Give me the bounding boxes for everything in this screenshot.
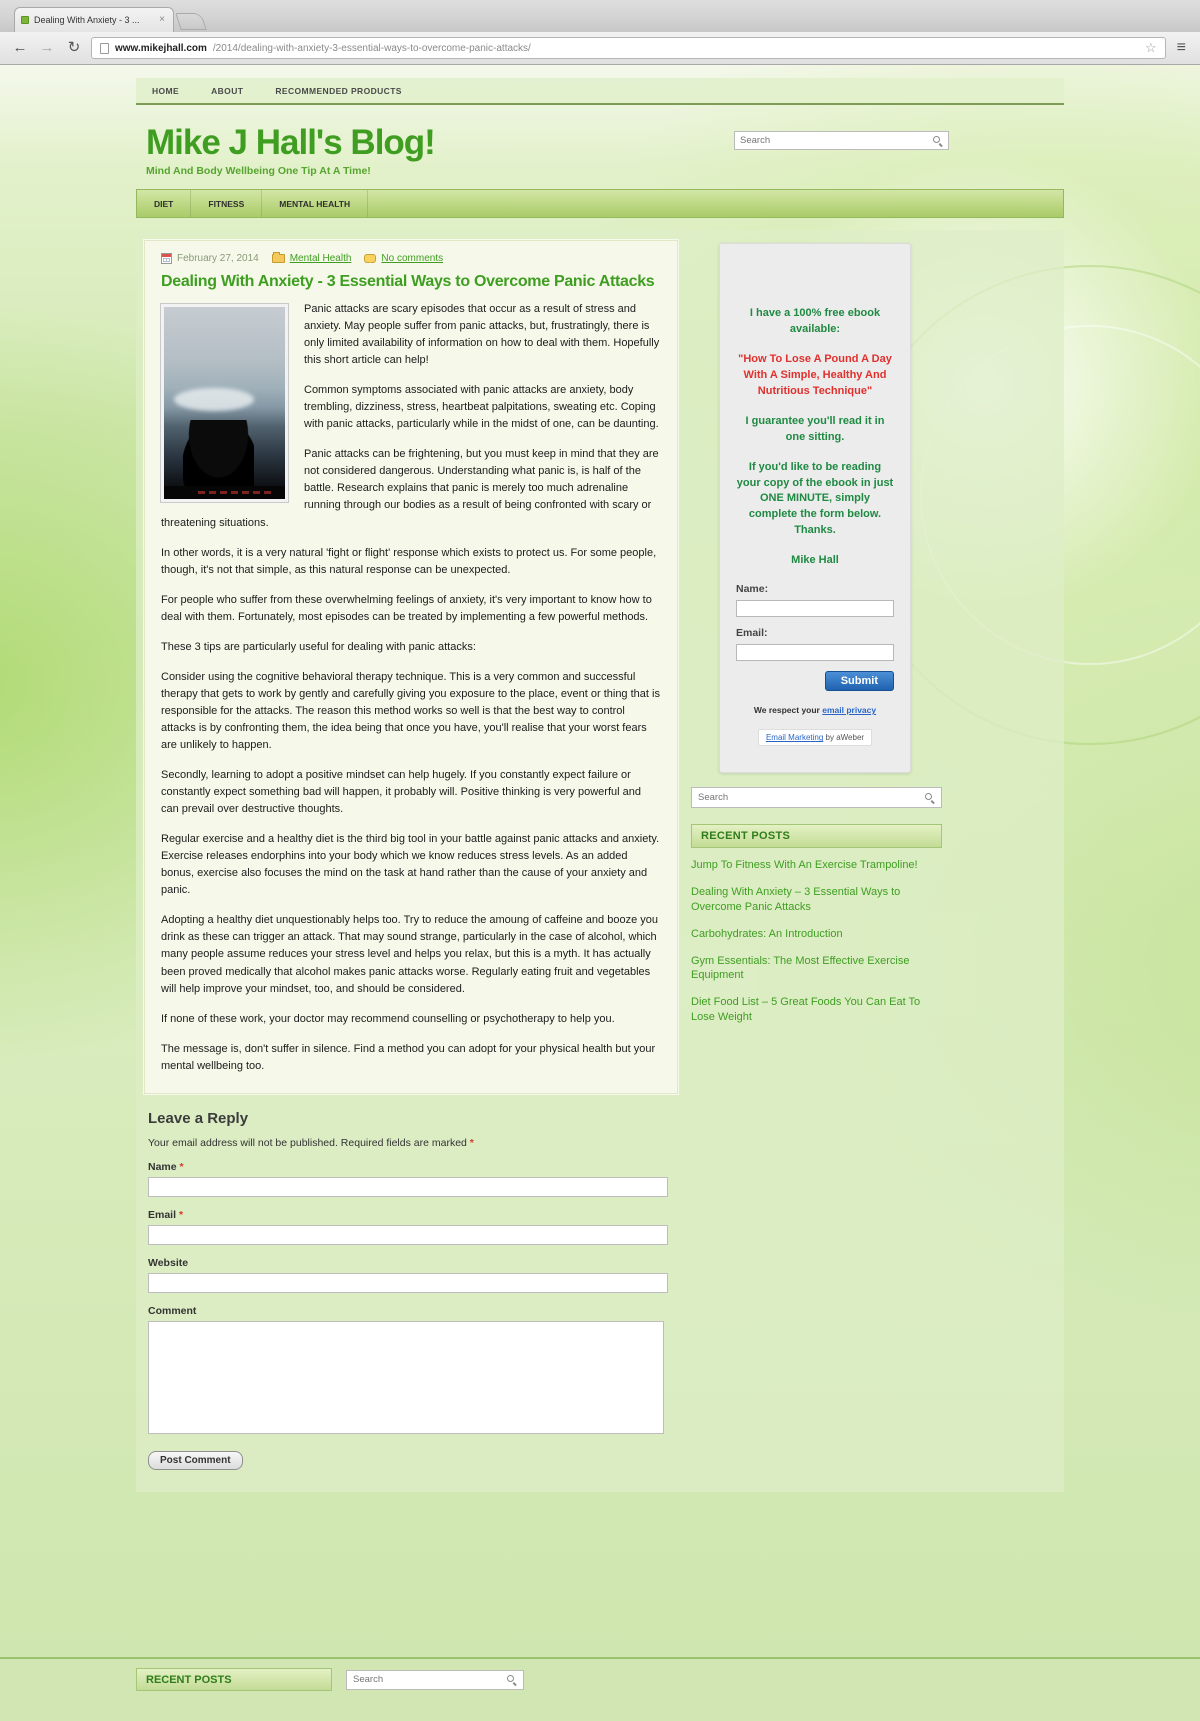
forward-icon[interactable]: → xyxy=(39,39,55,56)
post-date: February 27, 2014 xyxy=(177,253,259,264)
post-paragraph: In other words, it is a very natural 'fight or flight' response which exists to protect us. For some people, though, it's not that simple, as this natural response can be unexpected. xyxy=(161,546,657,576)
tab-favicon xyxy=(21,16,29,24)
required-mark: * xyxy=(469,1136,474,1149)
tab-close-icon[interactable]: × xyxy=(159,14,165,25)
url-host: www.mikejhall.com xyxy=(115,42,207,54)
post-paragraph: Adopting a healthy diet unquestionably helps too. Try to reduce the amoung of caffeine and booze you drink as these can trigger an attack. That may sound strange, particularly in the case of alcohol, which many people assume reduces your stress level and helps you relax, but this is a myth. It has actually been proved medically that alcohol makes panic attacks worse. Regularly eating fruit and vegetables will help improve your mindset, too, and should be considered. xyxy=(161,914,658,995)
recent-post-link[interactable]: Jump To Fitness With An Exercise Trampoline! xyxy=(691,859,918,872)
site-tagline: Mind And Body Wellbeing One Tip At A Time! xyxy=(146,165,371,177)
tab-title: Dealing With Anxiety - 3 ... xyxy=(34,15,140,25)
reply-name-input[interactable] xyxy=(148,1177,668,1197)
post-article xyxy=(144,240,678,1094)
post-paragraph: Consider using the cognitive behavioral therapy technique. This is a very common and successful therapy that gets to work by gently and carefully giving you exposure to the place, event or thing that is responsible for the attacks. The reason this method works so well is that the best way to control attacks is by confronting them, the idea being that once you have, you'll realise that your worst fears are unlikely to happen. xyxy=(161,670,660,751)
footer xyxy=(0,1657,1200,1721)
post-body xyxy=(161,301,661,1075)
email-privacy-link[interactable]: email privacy xyxy=(822,705,877,716)
reply-website-input[interactable] xyxy=(148,1273,668,1293)
recent-posts-heading: RECENT POSTS xyxy=(691,824,942,848)
topnav-item[interactable]: HOME xyxy=(152,85,180,96)
search-icon[interactable] xyxy=(932,135,943,146)
menu-icon[interactable]: ≡ xyxy=(1176,39,1186,56)
post-paragraph: These 3 tips are particularly useful for dealing with panic attacks: xyxy=(161,640,476,653)
header-search xyxy=(734,131,949,150)
reply-note: Your email address will not be published. Required fields are marked * xyxy=(148,1136,474,1149)
search-icon[interactable] xyxy=(924,792,935,803)
bookmark-star-icon[interactable]: ☆ xyxy=(1145,40,1157,55)
reload-icon[interactable]: ↻ xyxy=(67,39,81,56)
topnav-item[interactable]: RECOMMENDED PRODUCTS xyxy=(275,85,402,96)
footer-search-input[interactable] xyxy=(353,1674,506,1685)
post-paragraph: For people who suffer from these overwhelming feelings of anxiety, it's very important to know how to deal with them. Fortunately, most episodes can be treated by implementing a few powerful methods. xyxy=(161,593,652,623)
sidebar-search-input[interactable] xyxy=(698,792,924,803)
browser-toolbar xyxy=(0,32,1200,65)
main-navigation xyxy=(136,189,1064,218)
ebook-name-input[interactable] xyxy=(736,600,894,617)
category-link[interactable]: Mental Health xyxy=(289,253,352,264)
search-icon[interactable] xyxy=(506,1674,517,1685)
ebook-guarantee: I guarantee you'll read it in one sitting. xyxy=(745,414,885,443)
mainnav-item[interactable]: FITNESS xyxy=(191,190,262,217)
post-paragraph: Panic attacks can be frightening, but you must keep in mind that they are not considered dangerous. Understanding what panic is, is half of the battle. Research explains that panic is merely too much adrenaline running through our bodies as a result of being confronted with scary or threatening situations. xyxy=(161,448,659,529)
address-bar[interactable] xyxy=(91,37,1166,59)
sidebar-search xyxy=(691,787,942,808)
mainnav-item[interactable]: DIET xyxy=(137,190,191,217)
calendar-icon xyxy=(161,253,172,264)
ebook-intro: I have a 100% free ebook available: xyxy=(749,307,881,335)
top-navigation xyxy=(136,78,1064,105)
mainnav-item[interactable]: MENTAL HEALTH xyxy=(262,190,368,217)
privacy-note: We respect your email privacy xyxy=(753,705,877,716)
recent-post-link[interactable]: Carbohydrates: An Introduction xyxy=(691,927,843,940)
ebook-form xyxy=(736,583,894,691)
header-search-input[interactable] xyxy=(740,135,932,146)
topnav-item[interactable]: ABOUT xyxy=(211,85,244,96)
post-image xyxy=(161,304,288,502)
ebook-instructions: If you'd like to be reading your copy of the ebook in just ONE MINUTE, simply complete the form below. Thanks. xyxy=(736,460,894,537)
footer-recent-posts-heading: RECENT POSTS xyxy=(136,1668,332,1691)
browser-chrome xyxy=(0,0,1200,65)
post-paragraph: Panic attacks are scary episodes that occur as a result of stress and anxiety. May people suffer from panic attacks, but, frustratingly, there is only limited availability of information on how to deal with them. Hopefully this short article can help! xyxy=(304,303,660,367)
comment-form-section xyxy=(144,1110,678,1470)
recent-post-link[interactable]: Gym Essentials: The Most Effective Exercise Equipment xyxy=(691,954,910,982)
reply-title: Leave a Reply xyxy=(148,1109,249,1127)
post-meta xyxy=(161,253,661,264)
ebook-signup-box xyxy=(719,243,911,773)
post-comment-button[interactable]: Post Comment xyxy=(148,1451,243,1470)
reply-website-label: Website xyxy=(148,1256,189,1269)
post-paragraph: The message is, don't suffer in silence. Find a method you can adopt for your physical health but your mental wellbeing too. xyxy=(161,1042,656,1072)
ebook-signature: Mike Hall xyxy=(791,554,839,567)
recent-posts-list xyxy=(691,858,942,1025)
recent-post-link[interactable]: Dealing With Anxiety – 3 Essential Ways to Overcome Panic Attacks xyxy=(691,886,901,913)
reply-comment-textarea[interactable] xyxy=(148,1321,664,1434)
ebook-name-label: Name: xyxy=(736,583,769,596)
reply-email-label: Email * xyxy=(148,1208,184,1221)
comments-link[interactable]: No comments xyxy=(381,253,444,264)
sidebar xyxy=(691,240,1056,1470)
post-paragraph: If none of these work, your doctor may recommend counselling or psychotherapy to help you. xyxy=(161,1012,615,1025)
ebook-email-input[interactable] xyxy=(736,644,894,661)
post-paragraph: Common symptoms associated with panic attacks are anxiety, body trembling, dizziness, stress, heartbeat palpitations, sweating etc. Coping with panic attacks, particularly while in the midst of one, can be daunting. xyxy=(304,384,659,431)
recent-post-link[interactable]: Diet Food List – 5 Great Foods You Can Eat To Lose Weight xyxy=(691,996,921,1024)
site-title[interactable]: Mike J Hall's Blog! xyxy=(146,123,435,162)
folder-icon xyxy=(272,254,285,263)
browser-tab[interactable] xyxy=(14,7,174,32)
footer-search xyxy=(346,1670,524,1690)
url-path: /2014/dealing-with-anxiety-3-essential-ways-to-overcome-panic-attacks/ xyxy=(212,42,531,54)
site-header xyxy=(146,123,1064,177)
aweber-link[interactable]: Email Marketing xyxy=(765,733,824,743)
new-tab-button[interactable] xyxy=(175,13,207,30)
page-icon xyxy=(100,43,109,54)
post-title[interactable]: Dealing With Anxiety - 3 Essential Ways to Overcome Panic Attacks xyxy=(161,273,655,290)
reply-name-label: Name * xyxy=(148,1160,184,1173)
post-paragraph: Secondly, learning to adopt a positive mindset can help hugely. If you constantly expect failure or constantly expect something bad will happen, it probably will. Positive thinking is very powerful and can prevail over destructive thoughts. xyxy=(161,769,641,816)
ebook-title: "How To Lose A Pound A Day With A Simple, Healthy And Nutritious Technique" xyxy=(738,352,892,397)
reply-comment-label: Comment xyxy=(148,1304,197,1317)
ebook-email-label: Email: xyxy=(736,627,768,640)
comment-icon xyxy=(364,254,376,263)
webpage xyxy=(0,65,1200,1721)
tab-bar xyxy=(0,0,1200,32)
post-paragraph: Regular exercise and a healthy diet is the third big tool in your battle against panic attacks and anxiety. Exercise releases endorphins into your body which we know reduces stress levels. As an added bonus, exercise also focuses the mind on the task at hand rather than the cause of your anxiety and panic. xyxy=(161,833,660,897)
aweber-badge: Email Marketing by aWeber xyxy=(758,729,872,746)
back-icon[interactable]: ← xyxy=(12,39,28,56)
ebook-submit-button[interactable]: Submit xyxy=(825,671,894,691)
reply-email-input[interactable] xyxy=(148,1225,668,1245)
